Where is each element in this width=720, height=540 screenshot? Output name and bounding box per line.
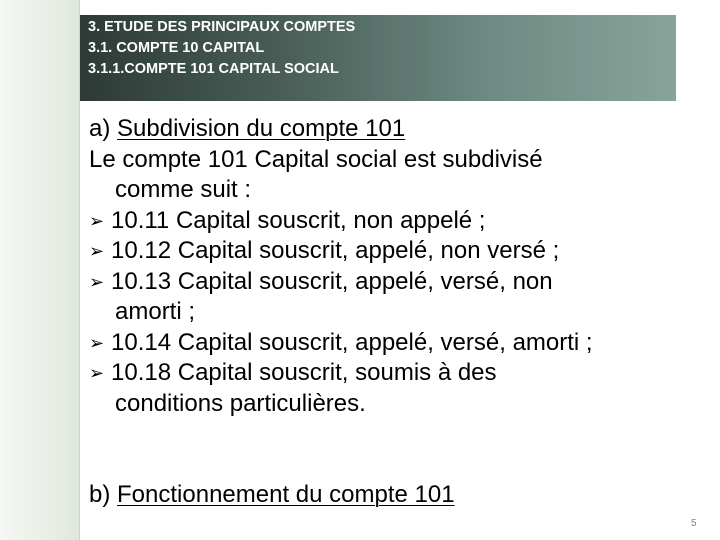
section-a-heading [89,114,714,145]
item-continuation: conditions particulières. [115,389,366,417]
intro-line-1: Le compte 101 Capital social est subdivisé [89,145,543,173]
section-b-title: Fonctionnement du compte 101 [117,481,455,508]
list-item [89,206,714,237]
item-code: 10.13 [111,267,172,295]
item-text: Capital souscrit, appelé, non versé ; [177,237,560,264]
item-text: Capital souscrit, soumis à des [177,359,497,386]
item-text: Capital souscrit, appelé, versé, non [177,267,553,295]
item-code: 10.14 [111,328,172,356]
page-number: 5 [691,518,697,529]
item-code: 10.18 [111,359,172,386]
slide-header [80,15,676,101]
list-item [89,236,714,267]
item-continuation: amorti ; [115,298,196,325]
slide-body [89,114,714,419]
list-item [89,358,714,389]
header-line-2: 3.1. COMPTE 10 CAPITAL [88,40,265,56]
item-text: Capital souscrit, appelé, versé, amorti ; [177,328,593,356]
arrow-bullet-icon: ➢ [89,210,105,231]
list-item [89,267,714,298]
arrow-bullet-icon: ➢ [89,332,105,353]
arrow-bullet-icon: ➢ [89,271,105,292]
item-code: 10.11 [111,206,170,234]
list-item [89,328,714,359]
section-b-prefix: b) [89,481,118,508]
arrow-bullet-icon: ➢ [89,363,105,383]
section-a-prefix: a) [89,115,118,142]
section-b-heading [89,480,455,510]
header-line-3: 3.1.1.COMPTE 101 CAPITAL SOCIAL [88,61,339,77]
item-text: Capital souscrit, non appelé ; [175,206,486,234]
section-a-title: Subdivision du compte 101 [117,115,406,142]
item-code: 10.12 [111,237,172,264]
header-line-1: 3. ETUDE DES PRINCIPAUX COMPTES [88,19,356,35]
intro-line-2: comme suit : [115,176,252,203]
left-decorative-band [0,0,80,540]
arrow-bullet-icon: ➢ [89,241,105,261]
